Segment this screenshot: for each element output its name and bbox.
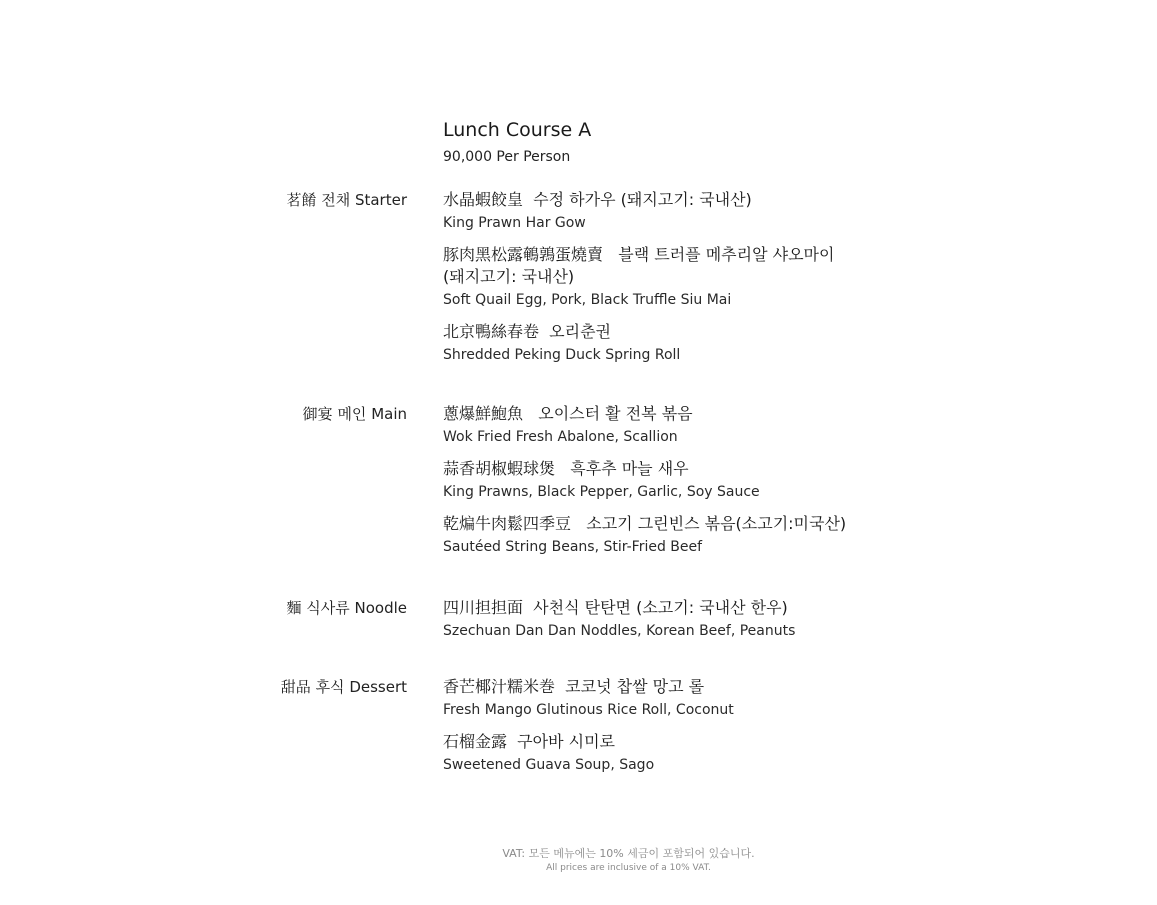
vat-note-english: All prices are inclusive of a 10% VAT. (546, 863, 711, 873)
menu-item (443, 458, 1123, 502)
section-label-main: 御宴 메인 Main (302, 405, 407, 423)
item-name: 香芒椰汁糯米巻 코코넛 찹쌀 망고 롤 (443, 677, 705, 696)
item-description: Soft Quail Egg, Pork, Black Truffle Siu Mai (443, 292, 732, 308)
item-description: King Prawns, Black Pepper, Garlic, Soy Sauce (443, 484, 760, 500)
vat-footer (0, 846, 1157, 874)
item-description: Sautéed String Beans, Stir-Fried Beef (443, 539, 703, 555)
section-items-main (443, 403, 1123, 568)
section-label-dessert: 甜品 후식 Dessert (280, 678, 407, 696)
course-header (443, 117, 591, 167)
menu-item (443, 189, 1123, 233)
item-name: 水晶蝦餃皇 수정 하가우 (돼지고기: 국내산) (443, 190, 752, 209)
item-name: 石榴金露 구아바 시미로 (443, 732, 615, 751)
section-items-dessert (443, 676, 1123, 786)
item-name: 乾煸牛肉鬆四季豆 소고기 그린빈스 볶음(소고기:미국산) (443, 514, 847, 533)
item-description: Shredded Peking Duck Spring Roll (443, 347, 681, 363)
menu-item (443, 731, 1123, 775)
section-label-noodle: 麵 식사류 Noodle (286, 599, 407, 617)
menu-item (443, 513, 1123, 557)
course-title: Lunch Course A (443, 119, 592, 141)
item-name: 蔥爆鮮鮑魚 오이스터 활 전복 볶음 (443, 404, 693, 423)
menu-item (443, 321, 1123, 365)
item-name: 蒜香胡椒蝦球煲 흑후추 마늘 새우 (443, 459, 689, 478)
item-description: Szechuan Dan Dan Noddles, Korean Beef, Peanuts (443, 623, 796, 639)
section-label-starter: 茗餚 전채 Starter (286, 191, 407, 209)
item-name: 北京鴨絲春卷 오리춘권 (443, 322, 611, 341)
menu-item (443, 403, 1123, 447)
item-description: Sweetened Guava Soup, Sago (443, 757, 655, 773)
section-items-noodle (443, 597, 1123, 652)
menu-item (443, 597, 1123, 641)
section-items-starter (443, 189, 1123, 376)
item-name: 四川担担面 사천식 탄탄면 (소고기: 국내산 한우) (443, 598, 788, 617)
menu-item (443, 676, 1123, 720)
item-description: Wok Fried Fresh Abalone, Scallion (443, 429, 678, 445)
item-name: 豚肉黑松露鵪鶉蛋燒賣 블랙 트러플 메추리알 샤오마이 (돼지고기: 국내산) (443, 245, 835, 286)
item-description: King Prawn Har Gow (443, 215, 586, 231)
item-description: Fresh Mango Glutinous Rice Roll, Coconut (443, 702, 734, 718)
menu-item (443, 244, 1123, 310)
vat-note-korean: VAT: 모든 메뉴에는 10% 세금이 포함되어 있습니다. (502, 847, 755, 860)
course-price: 90,000 Per Person (443, 149, 571, 165)
